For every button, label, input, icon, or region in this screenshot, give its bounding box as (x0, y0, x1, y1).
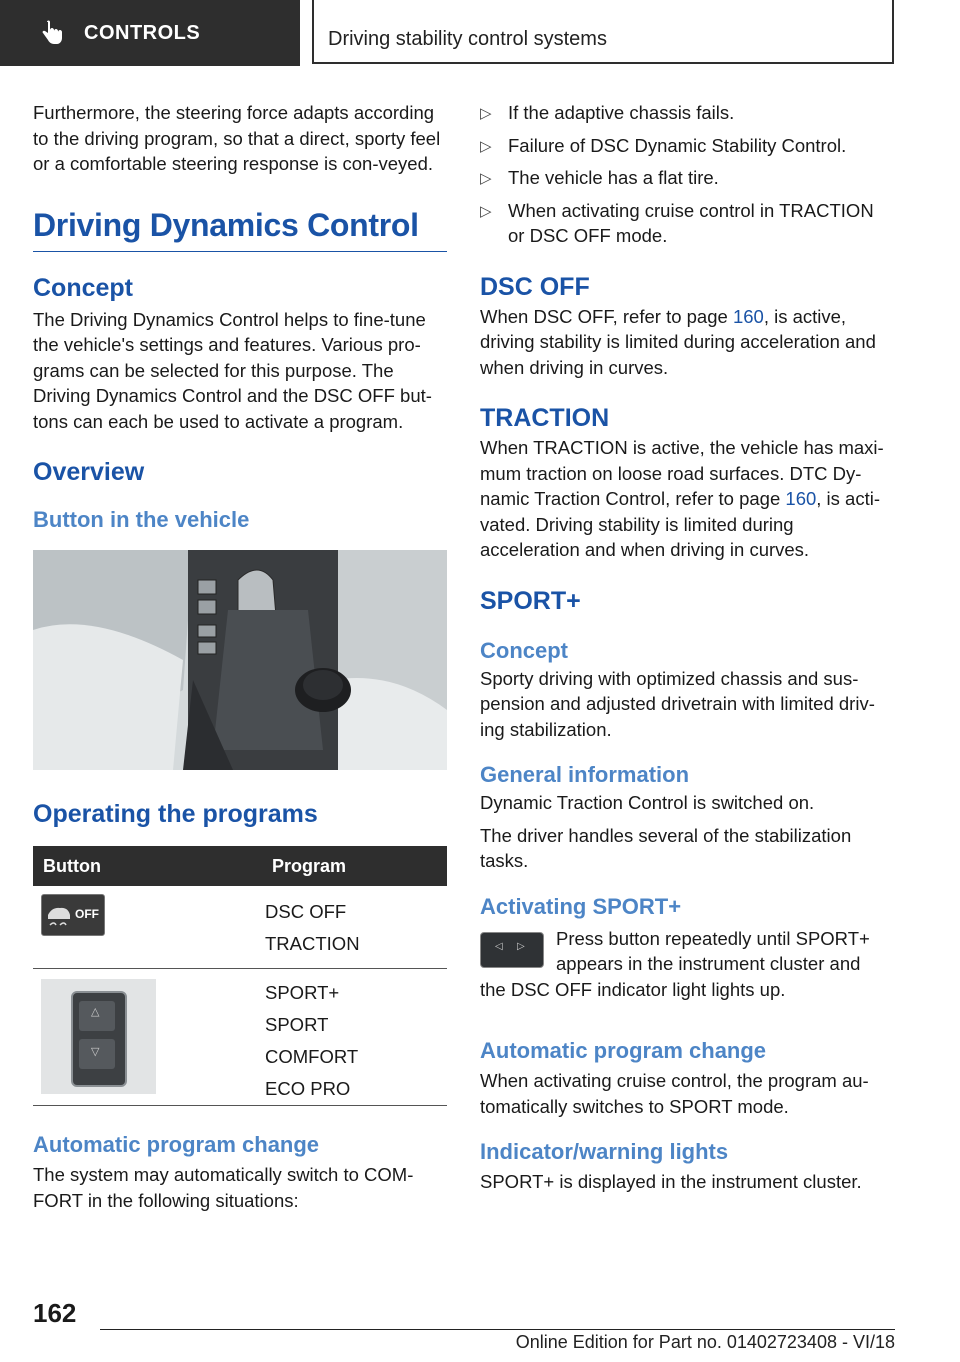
activating-paragraph-a: Press button repeatedly until SPORT+ appears in the instrument cluster and (556, 927, 870, 974)
programs-table (33, 846, 447, 1106)
triangle-bullet-icon: ▷ (480, 137, 492, 155)
triangle-bullet-icon: ▷ (480, 170, 492, 187)
intro-paragraph: Furthermore, the steering force adapts according to the driving program, so that a direct, sporty feel or a comfortable steering response is con-veyed. (33, 102, 441, 174)
heading-automatic-program-change: Automatic program change (33, 1132, 320, 1157)
arrow-down-icon: ▽ (91, 1046, 100, 1058)
arrow-right-icon: ▷ (517, 940, 525, 952)
traction-paragraph: When TRACTION is active, the vehicle has maxi-mum traction on loose road surfaces. DTC Dy-namic Traction Control, refer to page 160, is acti-vated. Driving stability is limited during acceleration and when driving in curves. (480, 437, 884, 560)
program-eco-pro: ECO PRO (265, 1078, 351, 1099)
program-dsc-off: DSC OFF (265, 901, 347, 922)
heading-dsc-off: DSC OFF (480, 272, 590, 301)
program-sport-plus: SPORT+ (265, 982, 340, 1003)
triangle-bullet-icon: ▷ (480, 202, 492, 220)
heading-sport-plus: SPORT+ (480, 586, 581, 615)
list-item: ▷ When activating cruise control in TRACTION or DSC OFF mode. (480, 198, 895, 249)
heading-concept: Concept (33, 273, 133, 302)
triangle-bullet-icon: ▷ (480, 105, 492, 122)
heading-automatic-program-change-right: Automatic program change (480, 1038, 767, 1063)
program-traction: TRACTION (265, 933, 360, 954)
page-link-160[interactable]: 160 (732, 305, 764, 327)
section-label: CONTROLS (84, 21, 201, 44)
heading-driving-dynamics-control: Driving Dynamics Control (33, 207, 447, 252)
table-row (33, 969, 447, 1106)
mode-switch-thumbnail (480, 932, 544, 968)
activating-paragraph-b: the DSC OFF indicator light lights up. (480, 978, 786, 1000)
heading-button-in-vehicle: Button in the vehicle (33, 507, 250, 532)
activating-block (480, 926, 895, 977)
col-header-program: Program (262, 846, 447, 886)
arrow-up-icon: △ (91, 1006, 100, 1018)
section-tab[interactable] (0, 0, 300, 66)
heading-general-information: General information (480, 762, 690, 787)
table-row (33, 886, 447, 969)
right-column (480, 100, 895, 1195)
heading-concept-sport: Concept (480, 637, 568, 663)
general-paragraph-2: The driver handles several of the stabilization tasks. (480, 824, 852, 871)
dsc-off-button (41, 894, 105, 936)
list-item: ▷ The vehicle has a flat tire. (480, 165, 895, 192)
page-link-160[interactable]: 160 (785, 488, 817, 509)
heading-indicator-warning-lights: Indicator/warning lights (480, 1139, 729, 1164)
off-label: OFF (75, 907, 99, 921)
page-number: 162 (33, 1298, 77, 1328)
col-header-button: Button (33, 846, 262, 886)
program-sport: SPORT (265, 1014, 329, 1035)
program-comfort: COMFORT (265, 1046, 359, 1067)
list-item: ▷ If the adaptive chassis fails. (480, 100, 895, 127)
page-header-title: Driving stability control systems (312, 0, 894, 64)
dsc-off-paragraph: When DSC OFF, refer to page 160, is active, driving stability is limited during acceleration and when driving in curves. (480, 305, 876, 378)
mode-rocker-switch (41, 979, 156, 1094)
auto-change-paragraph: The system may automatically switch to COM-FORT in the following situations: (33, 1164, 414, 1211)
arrow-left-icon: ◁ (495, 940, 503, 952)
footer-edition: Online Edition for Part no. 01402723408 - VI/18 (515, 1332, 895, 1352)
console-photo (33, 550, 447, 770)
footer-divider (100, 1329, 895, 1330)
heading-operating-programs: Operating the programs (33, 800, 318, 828)
sport-concept-paragraph: Sporty driving with optimized chassis and sus-pension and adjusted drivetrain with limited driv-ing stabilization. (480, 667, 875, 740)
heading-activating-sport-plus: Activating SPORT+ (480, 893, 682, 919)
concept-paragraph: The Driving Dynamics Control helps to fine-tune the vehicle's settings and features. Various pro-grams can be selected for this purpose. The Driving Dynamics Control and the DSC OFF but-tons can each be used to activate a program. (33, 308, 432, 432)
general-paragraph-1: Dynamic Traction Control is switched on. (480, 792, 815, 813)
heading-traction: TRACTION (480, 404, 610, 432)
auto-change-right-paragraph: When activating cruise control, the program au-tomatically switches to SPORT mode. (480, 1070, 869, 1117)
list-item: ▷ Failure of DSC Dynamic Stability Control. (480, 133, 895, 160)
indicator-paragraph: SPORT+ is displayed in the instrument cluster. (480, 1171, 862, 1192)
left-column (33, 100, 447, 1213)
hand-pointer-icon (42, 20, 64, 46)
heading-overview: Overview (33, 458, 145, 486)
